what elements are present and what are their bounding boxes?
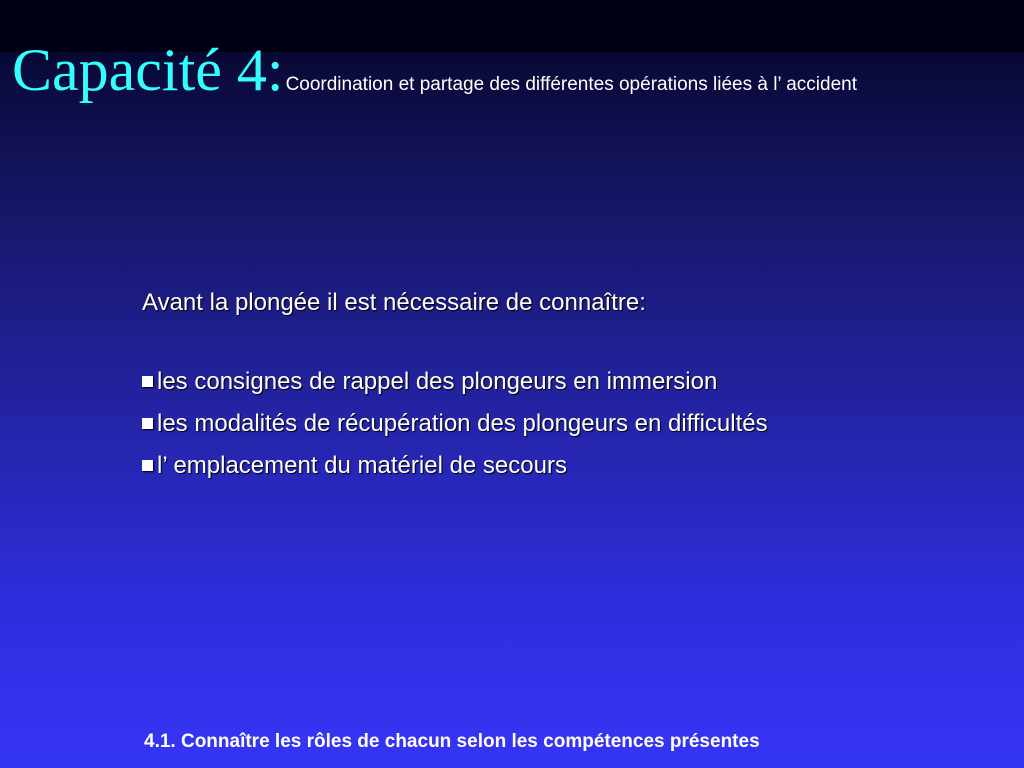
slide-title-row <box>12 37 857 103</box>
bullet-item <box>142 403 768 445</box>
slide-title: Capacité 4: <box>12 37 284 103</box>
bullet-item <box>142 361 768 403</box>
square-bullet-icon <box>142 460 153 471</box>
bullet-list <box>142 361 768 487</box>
intro-text: Avant la plongée il est nécessaire de connaître: <box>142 289 646 316</box>
bullet-text: les modalités de récupération des plongeurs en difficultés <box>157 410 768 437</box>
slide-footer: 4.1. Connaître les rôles de chacun selon les compétences présentes <box>144 731 760 752</box>
square-bullet-icon <box>142 418 153 429</box>
bullet-text: l’ emplacement du matériel de secours <box>157 452 567 479</box>
square-bullet-icon <box>142 376 153 387</box>
slide-subtitle: Coordination et partage des différentes opérations liées à l’ accident <box>285 74 857 95</box>
slide-content <box>142 285 768 487</box>
bullet-item <box>142 445 768 487</box>
bullet-text: les consignes de rappel des plongeurs en immersion <box>157 368 718 395</box>
